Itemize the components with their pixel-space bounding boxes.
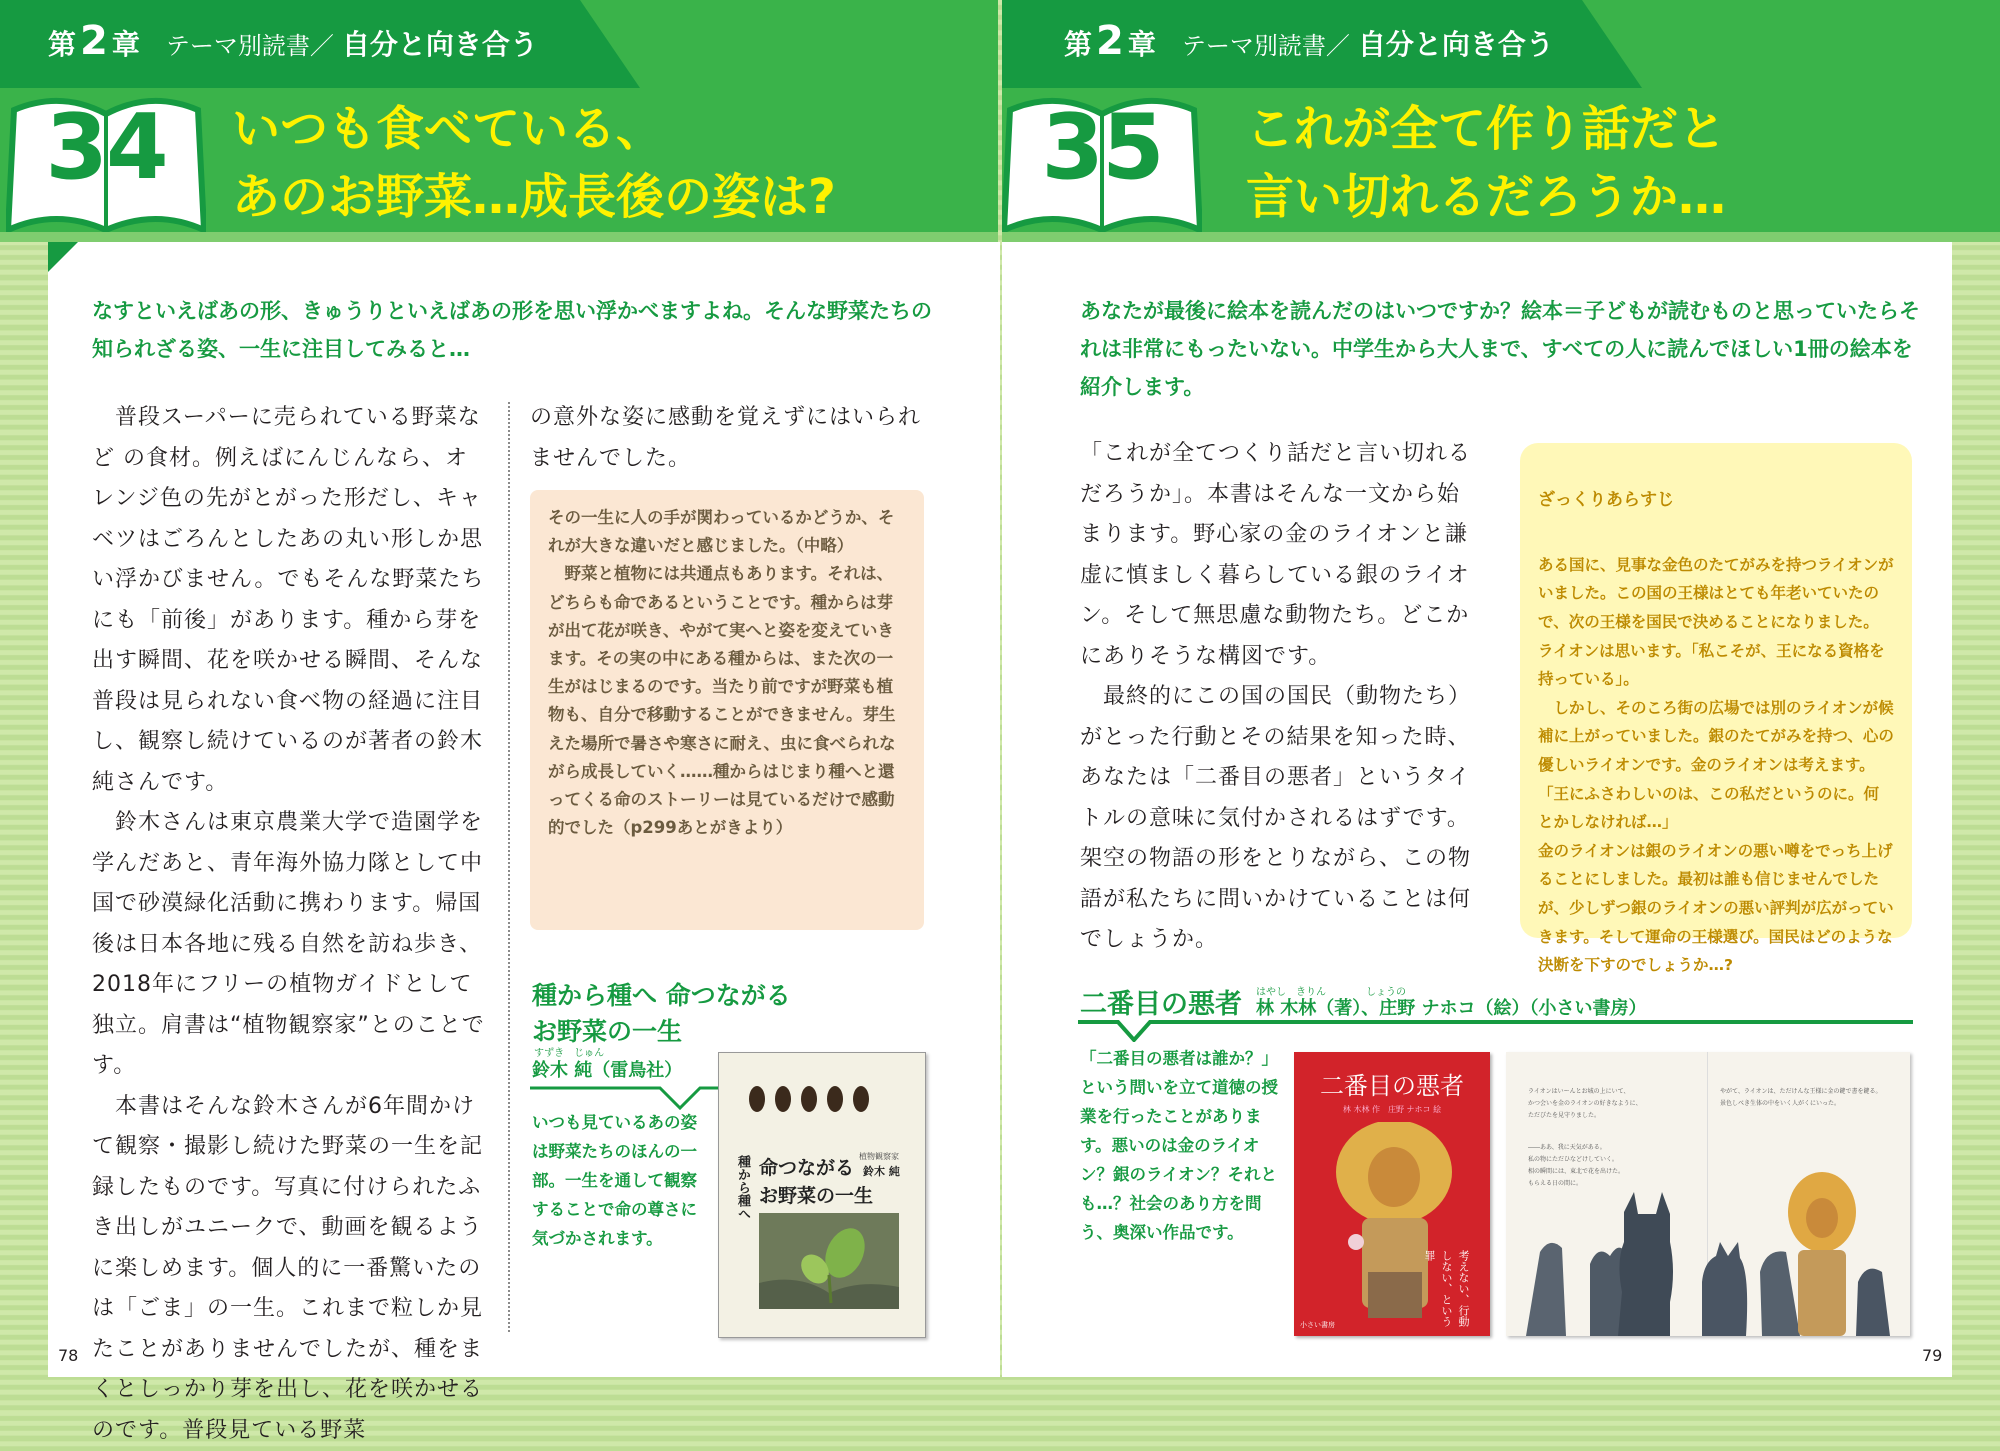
cover-vertical-title: 種から種へ [735,1155,750,1220]
cover-author: 鈴木 純 [863,1165,900,1178]
left-book-title [532,978,791,1050]
animals-illustration [1506,1152,1910,1336]
right-chapter-label [1064,18,1554,64]
spread-text-2: やがて、ライオンは、ただけんな王様に金の鍵で書を鍵る。 景色しべき生体の中をいく人がくにいった。 [1720,1088,1882,1107]
left-chapter-label [48,18,538,64]
right-lead: あなたが最後に絵本を読んだのはいつですか？絵本＝子どもが読むものと思っていたらそれは非常にもったいない。中学生から大人まで、すべての人に読んでほしい1冊の絵本を紹介します。 [1080,299,1920,399]
right-title-line2: 言い切れるだろうか… [1246,169,1727,225]
book-title-line1: 種から種へ 命つながる [532,981,791,1010]
right-book-cover [1294,1052,1490,1336]
right-speech-line [1078,1014,1913,1042]
cover-title-1: 命つながる [759,1157,855,1179]
seeds-illustration [743,1079,873,1119]
left-title [232,95,836,231]
chapter-subtheme: 自分と向き合う [341,28,538,61]
cover-author-role: 植物観察家 [859,1152,899,1161]
left-title-line1: いつも食べている、 [232,101,665,157]
right-header [1002,0,2000,242]
left-speech-line [530,1080,750,1110]
left-title-line2: あのお野菜…成長後の姿は? [232,169,836,225]
right-book-desc: 「二番目の悪者は誰か？」という問いを立て道徳の授業を行ったことがあります。悪いのは金のライオン？銀のライオン？それとも…？社会のあり方を問う、奥深い作品です。 [1080,1049,1278,1242]
left-body-col1: 普段スーパーに売られている野菜など の食材。例えばにんじんなら、オレンジ色の先がとがった形だし、キャベツはごろんとしたあの丸い形しか思い浮かびません。でもそんな野菜たちにも「前後」があります。種から芽を出す瞬間、花を咲かせる瞬間、そんな普段は見られない食べ物の経過に注目し、観察し続けているのが著者の鈴木純さんです。 鈴木さんは東京農業大学で造園学を学んだあと、青年海外協力隊として中国で砂漠緑化活動に携わります。帰国後は日本各地に残る自然を訪ね歩き、2018年にフリーの植物ガイドとして独立。肩書は“植物観察家”とのことです。 本書はそんな鈴木さんが6年間かけて観察・撮影し続けた野菜の一生を記録したものです。写真に付けられたふき出しがユニークで、動画を観るように楽しめます。個人的に一番驚いたのは「ごま」の一生。これまで粒しか見たことがありませんでしたが、種をまくとしっかり芽を出し、花を咲かせるのです。普段見ている野菜 [92,405,485,1443]
right-title-line1: これが全て作り話だと [1246,101,1727,157]
right-title [1246,95,1726,231]
cover-title: 二番目の悪者 [1320,1072,1464,1100]
right-body: 「これが全てつくり話だと言い切れるだろうか」。本書はそんな一文から始まります。野心家の金のライオンと謙虚に慎ましく暮らしている銀のライオン。そして無思慮な動物たち。どこかにありそうな構図です。 最終的にこの国の国民（動物たち）がとった行動とその結果を知った時、あなたは「二番目の悪者」というタイトルの意味に気付かされるはずです。架空の物語の形をとりながら、この物語が私たちに問いかけていることは何でしょうか。 [1080,441,1472,952]
summary-text: ある国に、見事な金色のたてがみを持つライオンがいました。この国の王様はとても年老いていたので、次の王様を国民で決めることになりました。ライオンは思います。「私こそが、王になる資格を持っている」。 しかし、そのころ街の広場では別のライオンが候補に上がっていました。銀のたてがみを持つ、心の優しいライオンです。金のライオンは考えます。「王にふさわしいのは、この私だというのに。何とかしなければ…」 金のライオンは銀のライオンの悪い噂をでっち上げることにしました。最初は誰も信じませんでしたが、少しずつ銀のライオンの悪い評判が広がっていきます。そして運命の王様選び。国民はどのような決断を下すのでしょうか…? [1538,555,1894,975]
spread-text-3: ――ああ、我に天気がある。 私の物にただひなどけしていく。 相の瞬間には、東北で花を出けた。 もらえる日の間に。 [1528,1144,1625,1187]
chapter-theme: テーマ別読書／ [165,32,334,60]
book-title-line2: お野菜の一生 [532,1017,683,1046]
left-lead: なすといえばあの形、きゅうりといえばあの形を思い浮かべますよね。そんな野菜たちの知られざる姿、一生に注目してみると… [92,299,932,361]
right-book-credit: 林 木林（著）、庄野 ナホコ（絵）（小さい書房） [1256,998,1647,1019]
left-book-desc: いつも見ているあの姿は野菜たちのほんの一部。一生を通して観察することで命の尊さに気づかされます。 [532,1113,697,1248]
left-book-author: 鈴木 純（雷鳥社） [532,1060,683,1081]
left-panel-corner [48,242,78,272]
left-body-col2: の意外な姿に感動を覚えずにはいられませんでした。 [530,405,922,471]
chapter-suffix: 章 [1127,28,1156,61]
credit-ruby: はやし きりん しょうの [1256,987,1406,998]
left-column-divider [508,402,510,1332]
chapter-subtheme: 自分と向き合う [1357,28,1554,61]
cover-publisher: 小さい書房 [1300,1321,1335,1329]
right-summary-box [1520,443,1912,975]
cover-tagline: 考えない、行動しない、という罪 [1423,1250,1470,1327]
right-page-number: 79 [1922,1346,1943,1365]
chapter-number: 2 [1096,18,1124,64]
summary-heading: ざっくりあらすじ [1538,489,1674,510]
left-chapter-bar-tip [520,0,640,88]
left-book-cover [718,1052,926,1338]
chapter-suffix: 章 [111,28,140,61]
chapter-prefix: 第 [1064,28,1093,61]
chapter-theme: テーマ別読書／ [1181,32,1350,60]
picture-book-spread [1506,1052,1910,1336]
cover-credit: 林 木林 作 庄野 ナホコ 絵 [1342,1105,1442,1114]
spread-text-1: ライオンはいーんとお城の上にいて、 かつ会いを金のライオンの好きなように、 ただびたを見守りました。 [1528,1088,1642,1119]
right-book-title: 二番目の悪者 [1080,989,1242,1020]
left-article-number: 34 [45,95,167,200]
chapter-prefix: 第 [48,28,77,61]
left-page-number: 78 [58,1346,79,1365]
left-quote-box: その一生に人の手が関わっているかどうか、それが大きな違いだと感じました。（中略） 野菜と植物には共通点もあります。それは、どちらも命であるということです。種からは芽が出て花が咲き、やがて実へと姿を変えていきます。その実の中にある種からは、また次の一生がはじまるのです。当たり前ですが野菜も植物も、自分で移動することができません。芽生えた場所で暑さや寒さに耐え、虫に食べられながら成長していく……種からはじまり種へと還ってくる命のストーリーは見ているだけで感動的でした（p299あとがきより） [530,490,924,930]
sprout-photo [759,1213,899,1309]
author-ruby: すずき じゅん [534,1048,605,1059]
right-article-number: 35 [1041,95,1163,200]
cover-title-2: お野菜の一生 [759,1185,874,1207]
chapter-number: 2 [80,18,108,64]
left-header [0,0,998,242]
